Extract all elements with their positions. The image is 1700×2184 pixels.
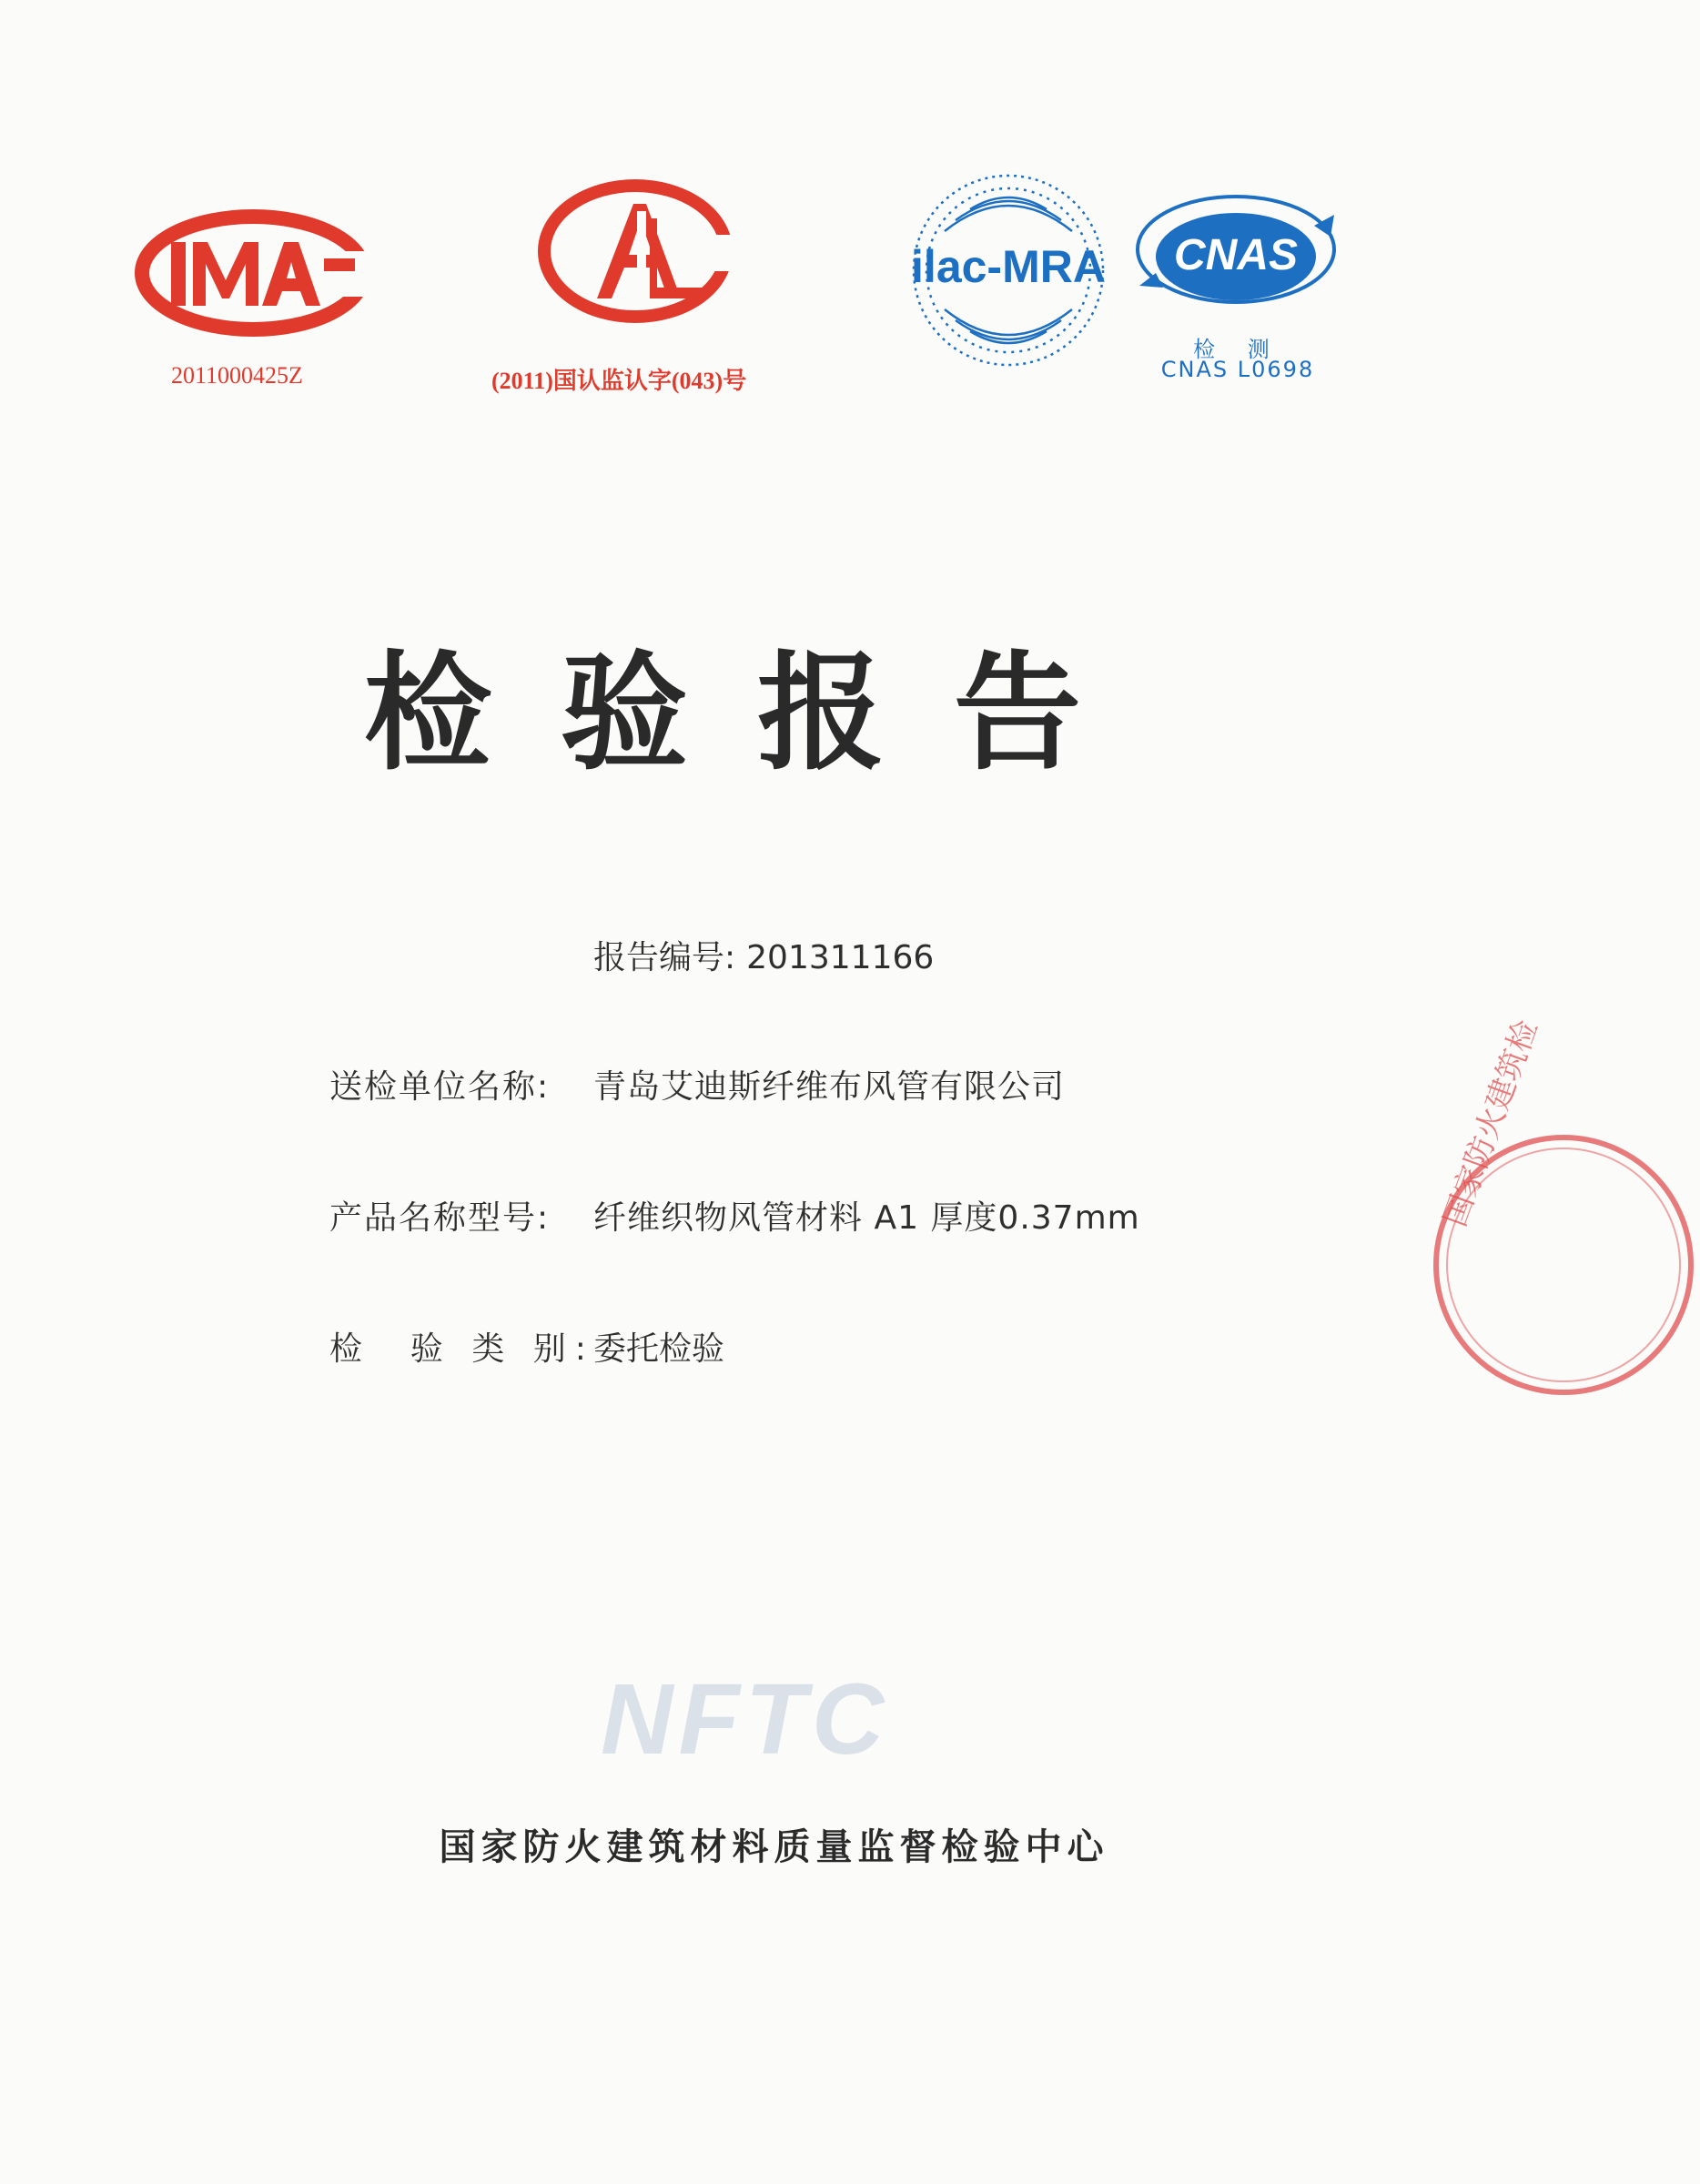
field-value-client: 青岛艾迪斯纤维布风管有限公司 — [593, 1068, 1066, 1106]
cma-logo-mark — [137, 207, 373, 344]
cal-number: (2011)国认监认字(043)号 — [491, 368, 747, 394]
cnas-logo-mark — [1128, 175, 1347, 311]
stamp-seal-icon — [1427, 1015, 1700, 1401]
cnas-mark-text: CNAS — [1173, 231, 1299, 279]
report-number — [593, 932, 934, 978]
report-number-label: 报告编号: — [593, 939, 736, 976]
cal-logo-mark — [535, 178, 739, 324]
report-title: 检验报告 — [364, 640, 1151, 788]
ilac-mra-logo — [903, 162, 1114, 379]
field-value-category: 委托检验 — [593, 1330, 725, 1368]
field-value-product: 纤维织物风管材料 A1 厚度0.37mm — [593, 1199, 1140, 1237]
nftc-watermark: NFTC — [601, 1663, 890, 1775]
issuing-center-name: 国家防火建筑材料质量监督检验中心 — [439, 1826, 1109, 1868]
field-label-product: 产品名称型号: — [329, 1199, 551, 1237]
report-number-value: 201311166 — [746, 939, 935, 976]
cal-logo — [535, 178, 739, 324]
ilac-mark-text: ilac-MRA — [911, 241, 1106, 292]
cnas-sub-code: CNAS L0698 — [1160, 357, 1315, 382]
ilac-globe-icon — [903, 162, 1114, 379]
cnas-logo — [1128, 175, 1347, 311]
stamp-text: 国家防火建筑检 — [1436, 1015, 1545, 1232]
field-label-category: 检 验 类 别: — [329, 1330, 595, 1368]
cnas-sub-cn: 检 测 — [1193, 337, 1282, 362]
official-stamp — [1427, 1015, 1548, 1401]
cma-logo — [137, 207, 373, 344]
cma-number: 2011000425Z — [171, 362, 303, 389]
field-label-client: 送检单位名称: — [329, 1068, 551, 1106]
